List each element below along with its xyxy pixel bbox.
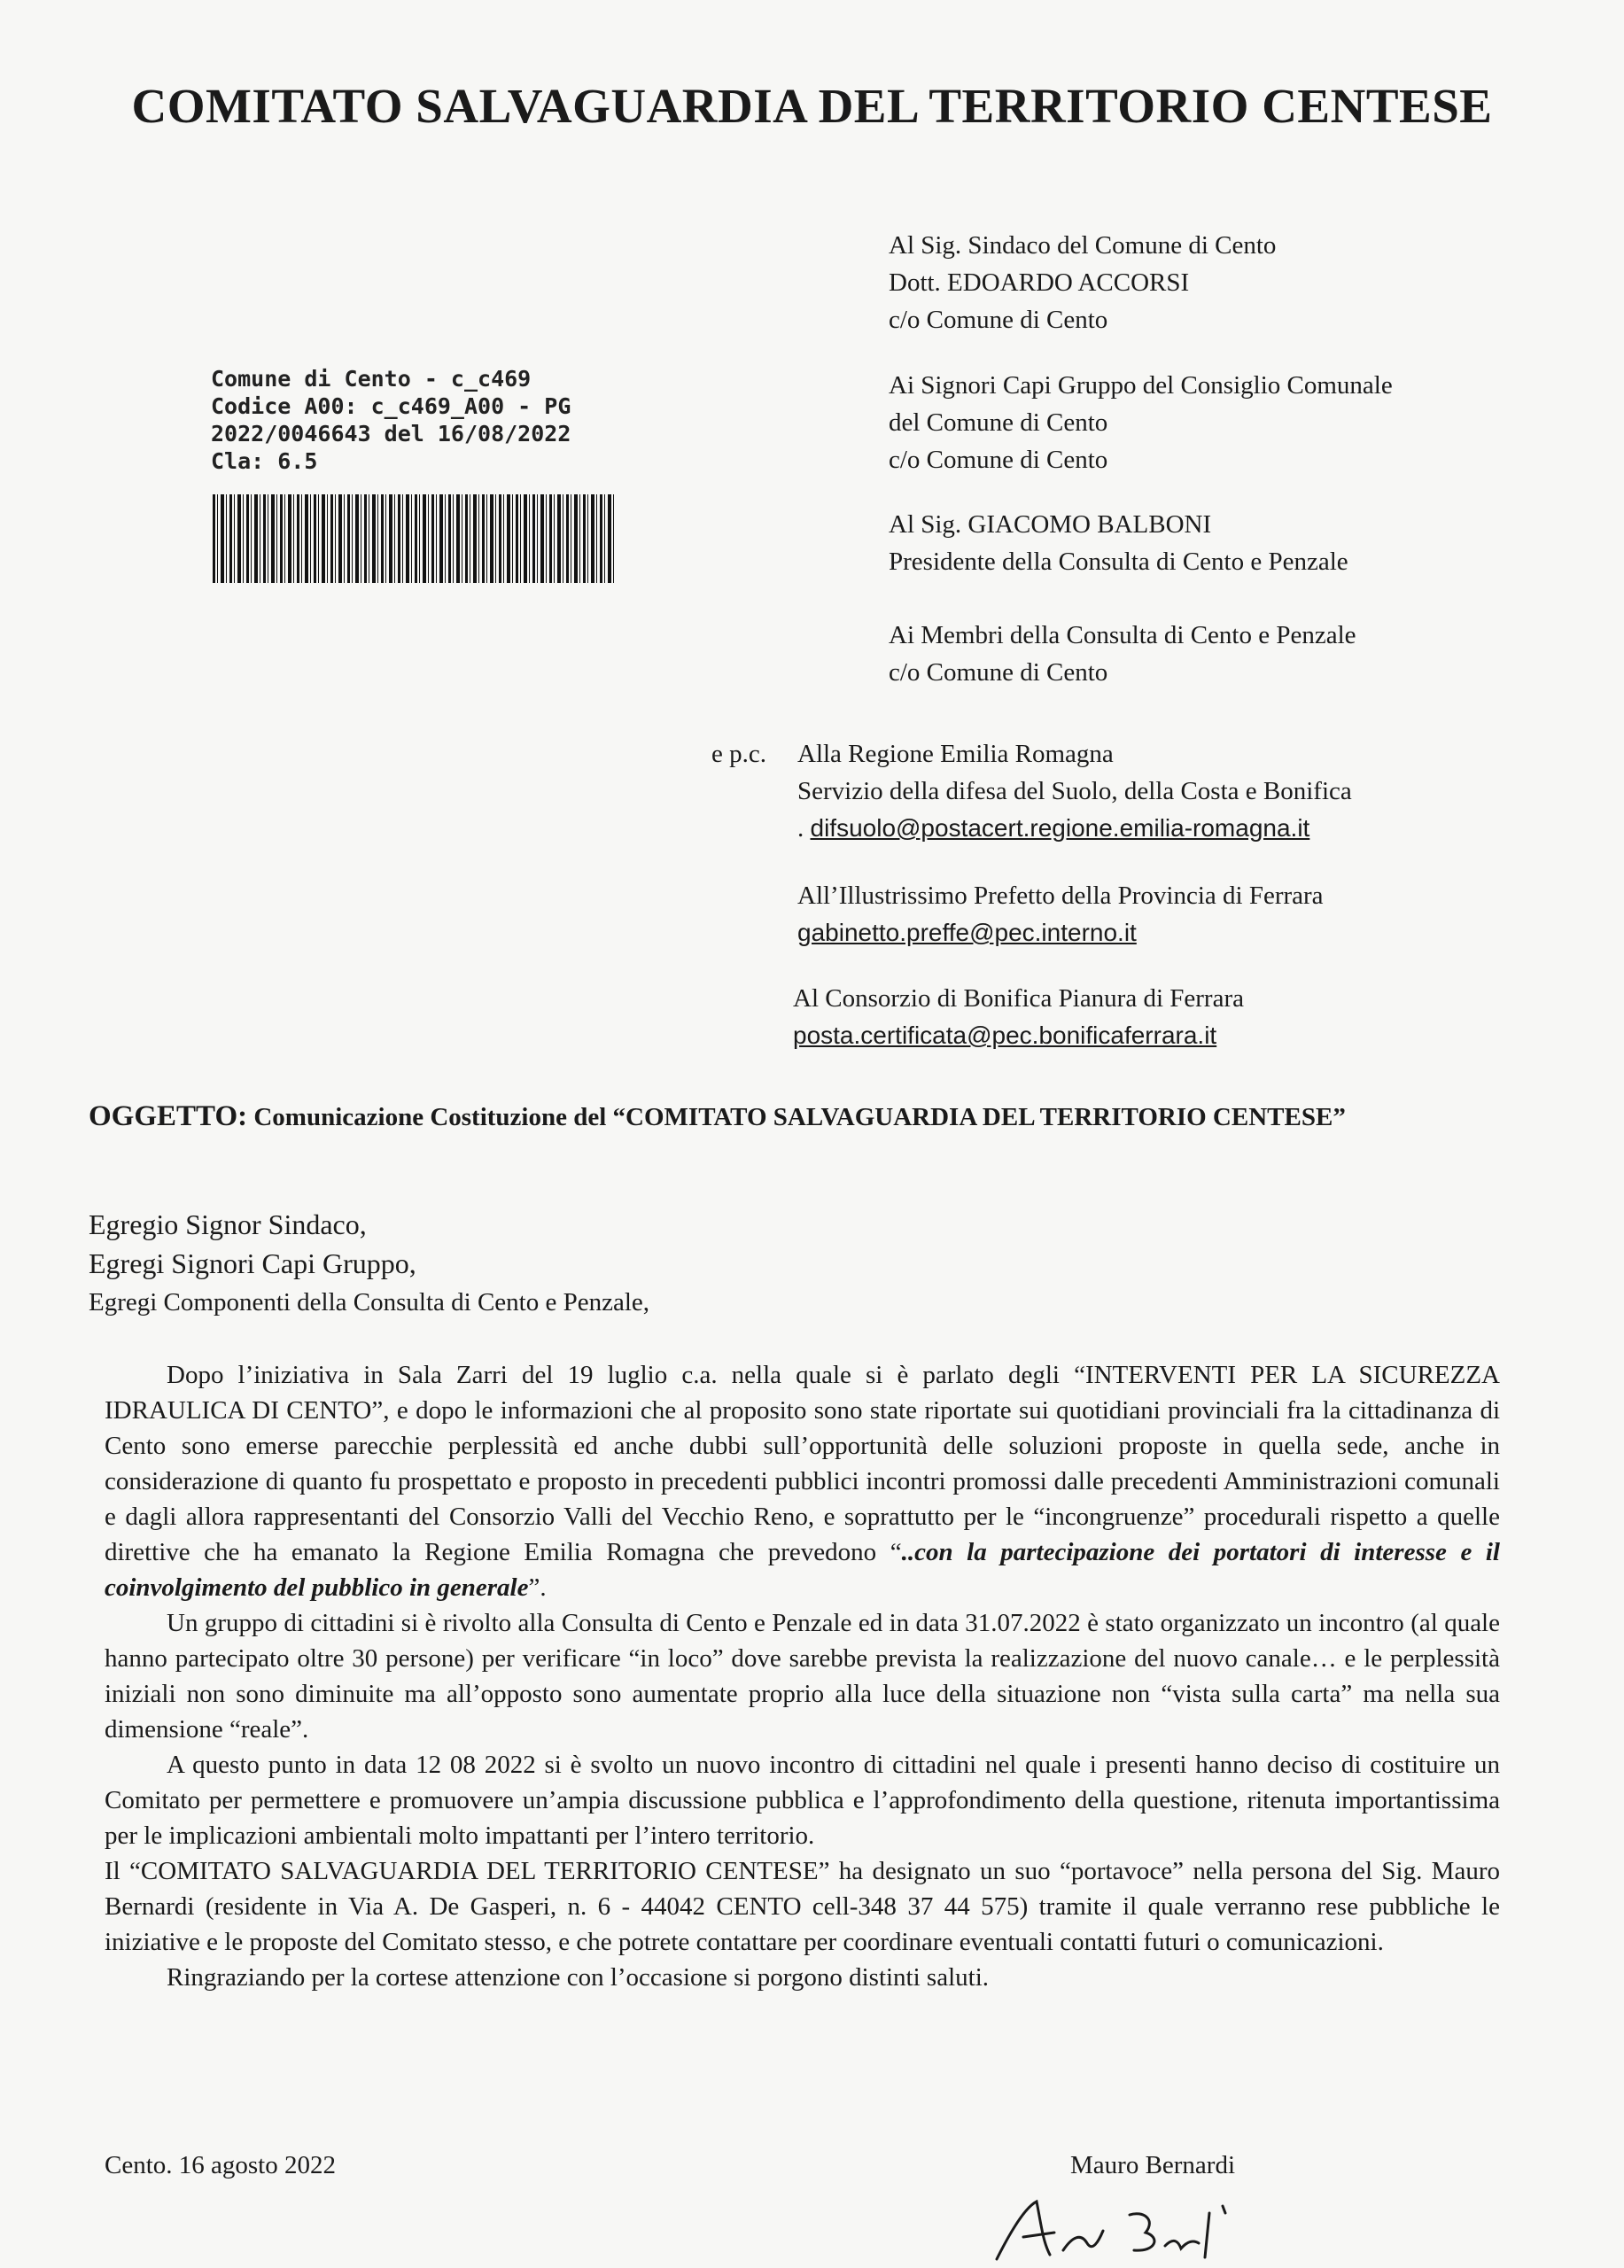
committee-title: COMITATO SALVAGUARDIA DEL TERRITORIO CENTESE xyxy=(131,79,1493,133)
stamp-line: 2022/0046643 del 16/08/2022 xyxy=(211,421,571,447)
recipient-sindaco xyxy=(889,227,1276,338)
body-paragraph: Dopo l’iniziativa in Sala Zarri del 19 luglio c.a. nella quale si è parlato degli “INTERVENTI PER LA SICUREZZA IDRAULICA DI CENTO”, e dopo le informazioni che al proposito sono state riportate sui quotidiani provinciali fra la cittadinanza di Cento sono emerse parecchie perplessità ed anche dubbi sull’opportunità delle soluzioni proposte in quella sede, anche in considerazione di quanto fu prospettato e proposto in precedenti pubblici incontri promossi dalle precedenti Amministrazioni comunali e dagli allora rappresentanti del Consorzio Valli del Vecchio Reno, e soprattutto per le “incongruenze” procedurali rispetto a quelle direttive che ha emanato la Regione Emilia Romagna che prevedono “..con la partecipazione dei portatori di interesse e il coinvolgimento del pubblico in generale”. xyxy=(105,1361,1500,1602)
salutation-line: Egregi Componenti della Consulta di Cento e Penzale, xyxy=(89,1288,650,1317)
body-paragraph: Il “COMITATO SALVAGUARDIA DEL TERRITORIO CENTESE” ha designato un suo “portavoce” nella persona del Sig. Mauro Bernardi (residente in Via A. De Gasperi, n. 6 - 44042 CENTO cell-348 37 44 575) tramite il quale verranno rese pubbliche le iniziative e le proposte del Comitato stesso, e che potrete contattare per coordinare eventuali contatti futuri o comunicazioni. xyxy=(105,1857,1500,1956)
subject-text: Comunicazione Costituzione del “COMITATO SALVAGUARDIA DEL TERRITORIO CENTESE” xyxy=(253,1103,1346,1131)
recipient-line: Ai Membri della Consulta di Cento e Penzale xyxy=(889,621,1356,649)
recipient-line: c/o Comune di Cento xyxy=(889,306,1108,334)
place-date: Cento. 16 agosto 2022 xyxy=(105,2151,336,2179)
email-link-regione[interactable]: difsuolo@postacert.regione.emilia-romagna.it xyxy=(810,814,1310,842)
recipient-line: Dott. EDOARDO ACCORSI xyxy=(889,268,1190,297)
cc-regione: Alla Regione Emilia Romagna Servizio della difesa del Suolo, della Costa e Bonifica . difsuolo@postacert.regione.emilia-romagna.it xyxy=(797,735,1352,847)
subject-line xyxy=(89,1100,1595,1133)
cc-label: e p.c. xyxy=(711,740,766,768)
signer-name: Mauro Bernardi xyxy=(1070,2151,1236,2179)
cc-line: Servizio della difesa del Suolo, della Costa e Bonifica xyxy=(797,777,1352,805)
email-link-consorzio[interactable]: posta.certificata@pec.bonificaferrara.it xyxy=(793,1021,1217,1049)
cc-line: All’Illustrissimo Prefetto della Provincia di Ferrara xyxy=(797,882,1324,910)
recipient-line: Al Sig. Sindaco del Comune di Cento xyxy=(889,231,1277,260)
salutations xyxy=(89,1205,649,1322)
recipient-line: Al Sig. GIACOMO BALBONI xyxy=(889,510,1212,539)
recipient-line: Ai Signori Capi Gruppo del Consiglio Comunale xyxy=(889,371,1393,400)
stamp-line: Cla: 6.5 xyxy=(211,448,318,474)
cc-line: Al Consorzio di Bonifica Pianura di Ferrara xyxy=(793,984,1244,1013)
cc-line: Alla Regione Emilia Romagna xyxy=(797,740,1114,768)
salutation-line: Egregi Signori Capi Gruppo, xyxy=(89,1247,416,1279)
cc-prefetto xyxy=(797,877,1324,951)
cc-consorzio xyxy=(793,980,1244,1054)
recipient-presidente xyxy=(889,506,1348,580)
email-link-prefetto[interactable]: gabinetto.preffe@pec.interno.it xyxy=(797,919,1137,946)
recipient-line: c/o Comune di Cento xyxy=(889,446,1108,474)
recipient-capigruppo xyxy=(889,367,1393,478)
protocol-stamp xyxy=(211,365,636,475)
recipient-membri xyxy=(889,617,1356,691)
subject-label: OGGETTO: xyxy=(89,1100,248,1132)
recipient-line: del Comune di Cento xyxy=(889,408,1108,437)
stamp-line: Comune di Cento - c_c469 xyxy=(211,366,532,392)
recipient-line: Presidente della Consulta di Cento e Penzale xyxy=(889,548,1348,576)
letter-body xyxy=(105,1357,1500,1995)
recipient-line: c/o Comune di Cento xyxy=(889,658,1108,687)
body-paragraph: Ringraziando per la cortese attenzione con l’occasione si porgono distinti saluti. xyxy=(167,1963,989,1992)
body-paragraph: Un gruppo di cittadini si è rivolto alla Consulta di Cento e Penzale ed in data 31.07.2022 è stato organizzato un incontro (al quale hanno partecipato oltre 30 persone) per verificare “in loco” dove sarebbe prevista la realizzazione del nuovo canale… e le perplessità iniziali non sono diminuite ma all’opposto sono aumentate proprio alla luce della situazione non “vista sulla carta” ma nella sua dimensione “reale”. xyxy=(105,1609,1500,1744)
body-paragraph: A questo punto in data 12 08 2022 si è svolto un nuovo incontro di cittadini nel quale i presenti hanno deciso di costituire un Comitato per permettere e promuovere un’ampia discussione pubblica e l’approfondimento della questione, ritenuta importantissima per le implicazioni ambientali molto impattanti per l’intero territorio. xyxy=(105,1751,1500,1850)
quoted-directive: ..con la partecipazione dei portatori di interesse e il coinvolgimento del pubblico in generale xyxy=(105,1538,1500,1602)
salutation-line: Egregio Signor Sindaco, xyxy=(89,1208,367,1240)
protocol-barcode xyxy=(213,494,616,583)
stamp-line: Codice A00: c_c469_A00 - PG xyxy=(211,393,571,419)
handwritten-signature xyxy=(988,2188,1360,2268)
